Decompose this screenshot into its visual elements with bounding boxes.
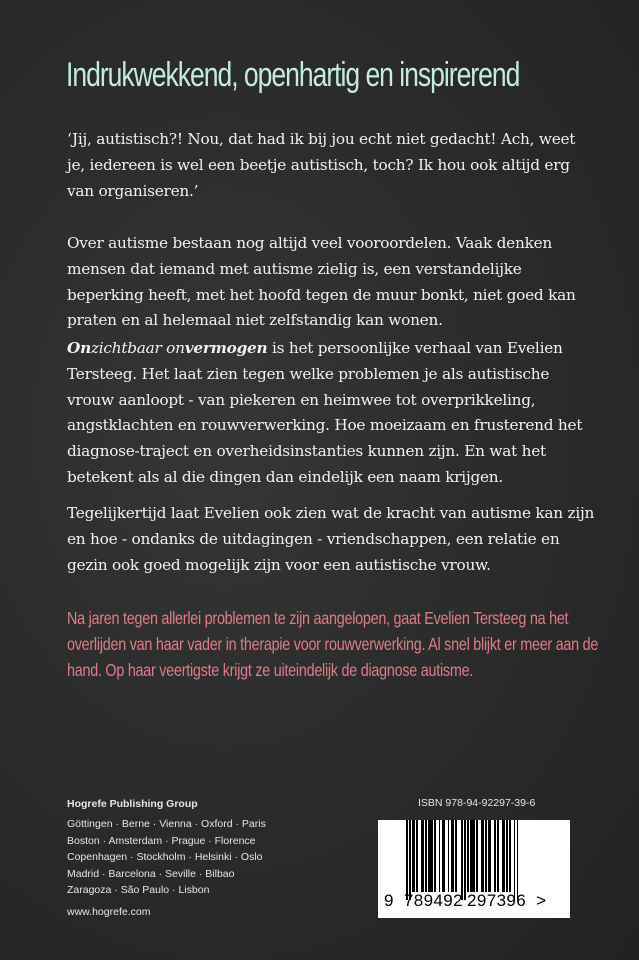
book-title-part-2: zichtbaar on <box>90 339 185 357</box>
prejudice-paragraph: Over autisme bestaan nog altijd veel vooroordelen. Vaak denken mensen dat iemand met autisme zielig is, een verstandelijke beperking heeft, met het hoofd tegen de muur bonkt, niet goed kan praten en al helemaal niet zelfstandig kan wonen. <box>67 234 576 330</box>
barcode <box>378 820 570 918</box>
quote-paragraph: ‘Jij, autistisch?! Nou, dat had ik bij jou echt niet gedacht! Ach, weet je, iedereen is wel een beetje autistisch, toch? Ik hou ook altijd erg van organiseren.’ <box>67 130 576 200</box>
barcode-arrow-icon: > <box>536 891 547 910</box>
publisher-block <box>67 797 266 919</box>
cities-line: Zaragoza · São Paulo · Lisbon <box>67 884 210 897</box>
barcode-group-1: 789492 <box>403 891 463 910</box>
barcode-group-2: 297396 <box>467 891 527 910</box>
book-title-part-3: vermogen <box>184 339 268 357</box>
publisher-name: Hogrefe Publishing Group <box>67 798 198 810</box>
cities-line: Boston · Amsterdam · Prague · Florence <box>67 834 256 847</box>
cover-tagline: Indrukwekkend, openhartig en inspirerend <box>66 56 520 94</box>
barcode-bars-icon <box>406 820 518 898</box>
barcode-digits <box>384 891 546 911</box>
barcode-lead-digit: 9 <box>384 891 394 910</box>
cities-line: Copenhagen · Stockholm · Helsinki · Oslo <box>67 851 263 864</box>
book-intro-paragraph <box>67 336 597 491</box>
publisher-url: www.hogrefe.com <box>67 905 151 918</box>
cities-line: Madrid · Barcelona · Seville · Bilbao <box>67 867 235 880</box>
cities-line: Göttingen · Berne · Vienna · Oxford · Paris <box>67 818 266 830</box>
strength-paragraph: Tegelijkertijd laat Evelien ook zien wat de kracht van autisme kan zijn en hoe - ondanks de uitdagingen - vriendschappen, een relatie en gezin ook goed mogelijk zijn voor een autistische vrouw. <box>67 504 595 574</box>
publisher-cities <box>67 816 266 899</box>
book-intro-text: is het persoonlijke verhaal van Evelien Tersteeg. Het laat zien tegen welke problemen je als autistische vrouw aanloopt - van piekeren en heimwee tot overprikkeling, angstklachten en rouwverwerking. Hoe moeizaam en frusterend het diagnose-traject en overheidsinstanties kunnen zijn. En wat het betekent als al die dingen dan eindelijk een naam krijgen. <box>67 339 583 486</box>
isbn-label: ISBN 978-94-92297-39-6 <box>418 797 536 809</box>
highlight-paragraph: Na jaren tegen allerlei problemen te zijn aangelopen, gaat Evelien Tersteeg na het overlijden van haar vader in therapie voor rouwverwerking. Al snel blijkt er meer aan de hand. Op haar veertigste krijgt ze uiteindelijk de diagnose autisme. <box>67 608 599 681</box>
book-title-part-1: On <box>67 339 91 357</box>
